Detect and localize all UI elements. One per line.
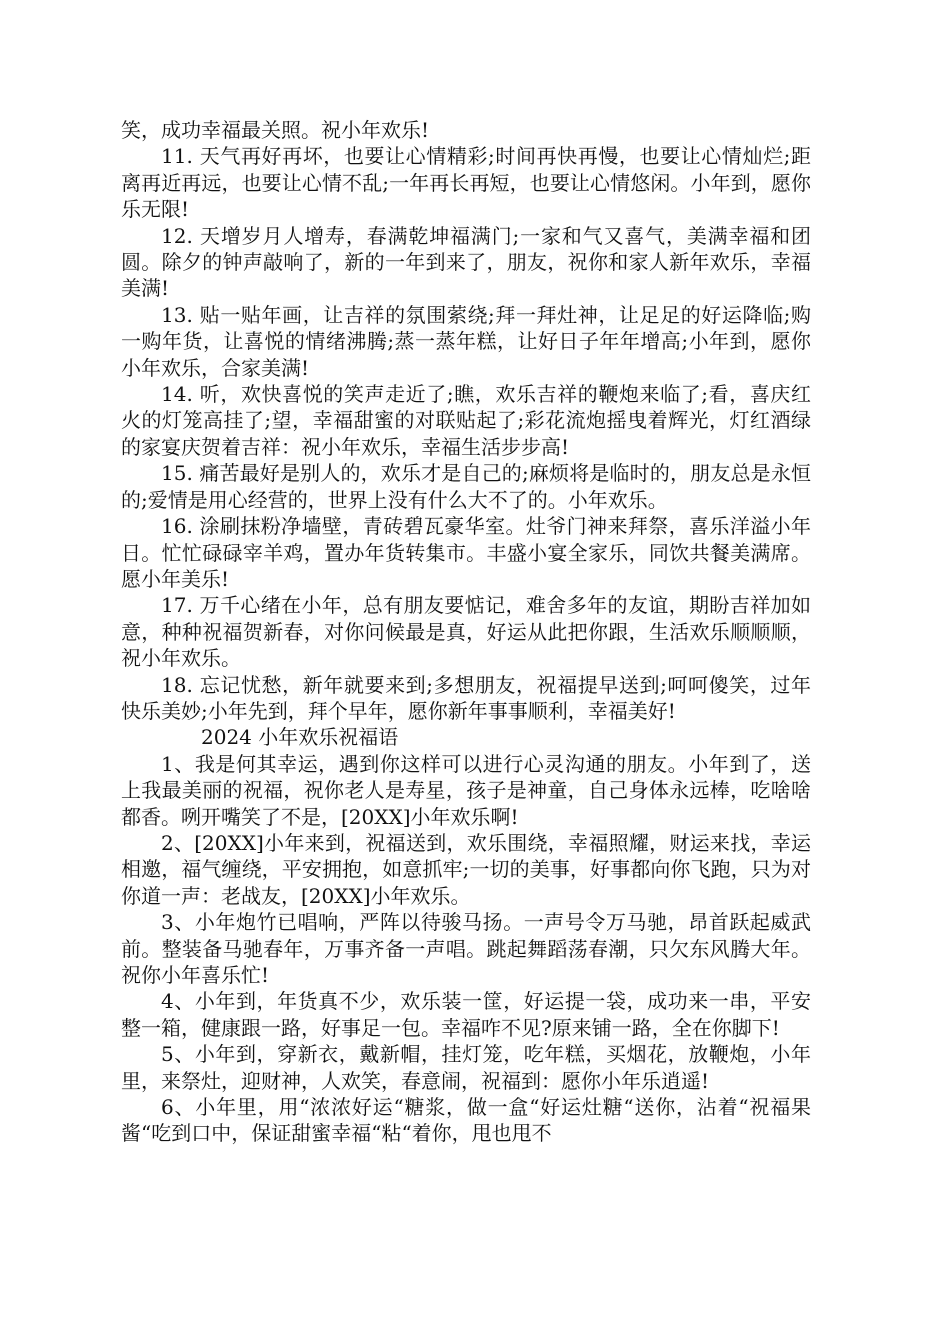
paragraph-item-6: 6、小年里，用“浓浓好运“糖浆，做一盒“好运灶糖“送你，沾着“祝福果酱“吃到口中，保证甜蜜幸福“粘“着你，甩也甩不 bbox=[121, 1095, 811, 1146]
paragraph-item-1: 1、我是何其幸运，遇到你这样可以进行心灵沟通的朋友。小年到了，送上我最美丽的祝福，祝你老人是寿星，孩子是神童，自己身体永远棒，吃啥啥都香。咧开嘴笑了不是，[20XX]小年欢乐啊! bbox=[121, 751, 811, 829]
paragraph-item-11: 11. 天气再好再坏，也要让心情精彩;时间再快再慢，也要让心情灿烂;距离再近再远，也要让心情不乱;一年再长再短，也要让心情悠闲。小年到，愿你乐无限! bbox=[121, 144, 811, 222]
paragraph-item-18: 18. 忘记忧愁，新年就要来到;多想朋友，祝福提早送到;呵呵傻笑，过年快乐美妙;小年先到，拜个早年，愿你新年事事顺利，幸福美好! bbox=[121, 672, 811, 723]
paragraph-item-4: 4、小年到，年货真不少，欢乐装一筐，好运提一袋，成功来一串，平安整一箱，健康跟一路，好事足一包。幸福咋不见?原来铺一路，全在你脚下! bbox=[121, 989, 811, 1040]
section-heading: 2024 小年欢乐祝福语 bbox=[201, 725, 399, 750]
paragraph-item-2: 2、[20XX]小年来到，祝福送到，欢乐围绕，幸福照耀，财运来找，幸运相邀，福气缠绕，平安拥抱，如意抓牢;一切的美事，好事都向你飞跑，只为对你道一声：老战友，[20XX]小年欢乐。 bbox=[121, 830, 811, 908]
paragraph-item-5: 5、小年到，穿新衣，戴新帽，挂灯笼，吃年糕，买烟花，放鞭炮，小年里，来祭灶，迎财神，人欢笑，春意闹，祝福到：愿你小年乐逍遥! bbox=[121, 1042, 811, 1093]
paragraph-item-13: 13. 贴一贴年画，让吉祥的氛围萦绕;拜一拜灶神，让足足的好运降临;购一购年货，让喜悦的情绪沸腾;蒸一蒸年糕，让好日子年年增高;小年到，愿你小年欢乐，合家美满! bbox=[121, 302, 811, 380]
paragraph-item-14: 14. 听，欢快喜悦的笑声走近了;瞧，欢乐吉祥的鞭炮来临了;看，喜庆红火的灯笼高挂了;望，幸福甜蜜的对联贴起了;彩花流炮摇曳着辉光，灯红酒绿的家宴庆贺着吉祥：祝小年欢乐，幸福生活步步高! bbox=[121, 382, 811, 459]
document-body bbox=[121, 117, 811, 1147]
paragraph-item-17: 17. 万千心绪在小年，总有朋友要惦记，难舍多年的友谊，期盼吉祥加如意，种种祝福贺新春，对你问候最是真，好运从此把你跟，生活欢乐顺顺顺，祝小年欢乐。 bbox=[121, 593, 811, 671]
paragraph-continuation: 笑，成功幸福最关照。祝小年欢乐! bbox=[121, 118, 430, 142]
paragraph-item-12: 12. 天增岁月人增寿，春满乾坤福满门;一家和气又喜气，美满幸福和团圆。除夕的钟声敲响了，新的一年到来了，朋友，祝你和家人新年欢乐，幸福美满! bbox=[121, 223, 811, 301]
paragraph-item-3: 3、小年炮竹已唱响，严阵以待骏马扬。一声号令万马驰，昂首跃起威武前。整装备马驰春年，万事齐备一声唱。跳起舞蹈荡春潮，只欠东风腾大年。祝你小年喜乐忙! bbox=[121, 910, 811, 987]
paragraph-item-16: 16. 涂刷抹粉净墙壁，青砖碧瓦豪华室。灶爷门神来拜祭，喜乐洋溢小年日。忙忙碌碌宰羊鸡，置办年货转集市。丰盛小宴全家乐，同饮共餐美满席。愿小年美乐! bbox=[121, 514, 811, 591]
paragraph-item-15: 15. 痛苦最好是别人的，欢乐才是自己的;麻烦将是临时的，朋友总是永恒的;爱情是用心经营的，世界上没有什么大不了的。小年欢乐。 bbox=[121, 461, 811, 512]
